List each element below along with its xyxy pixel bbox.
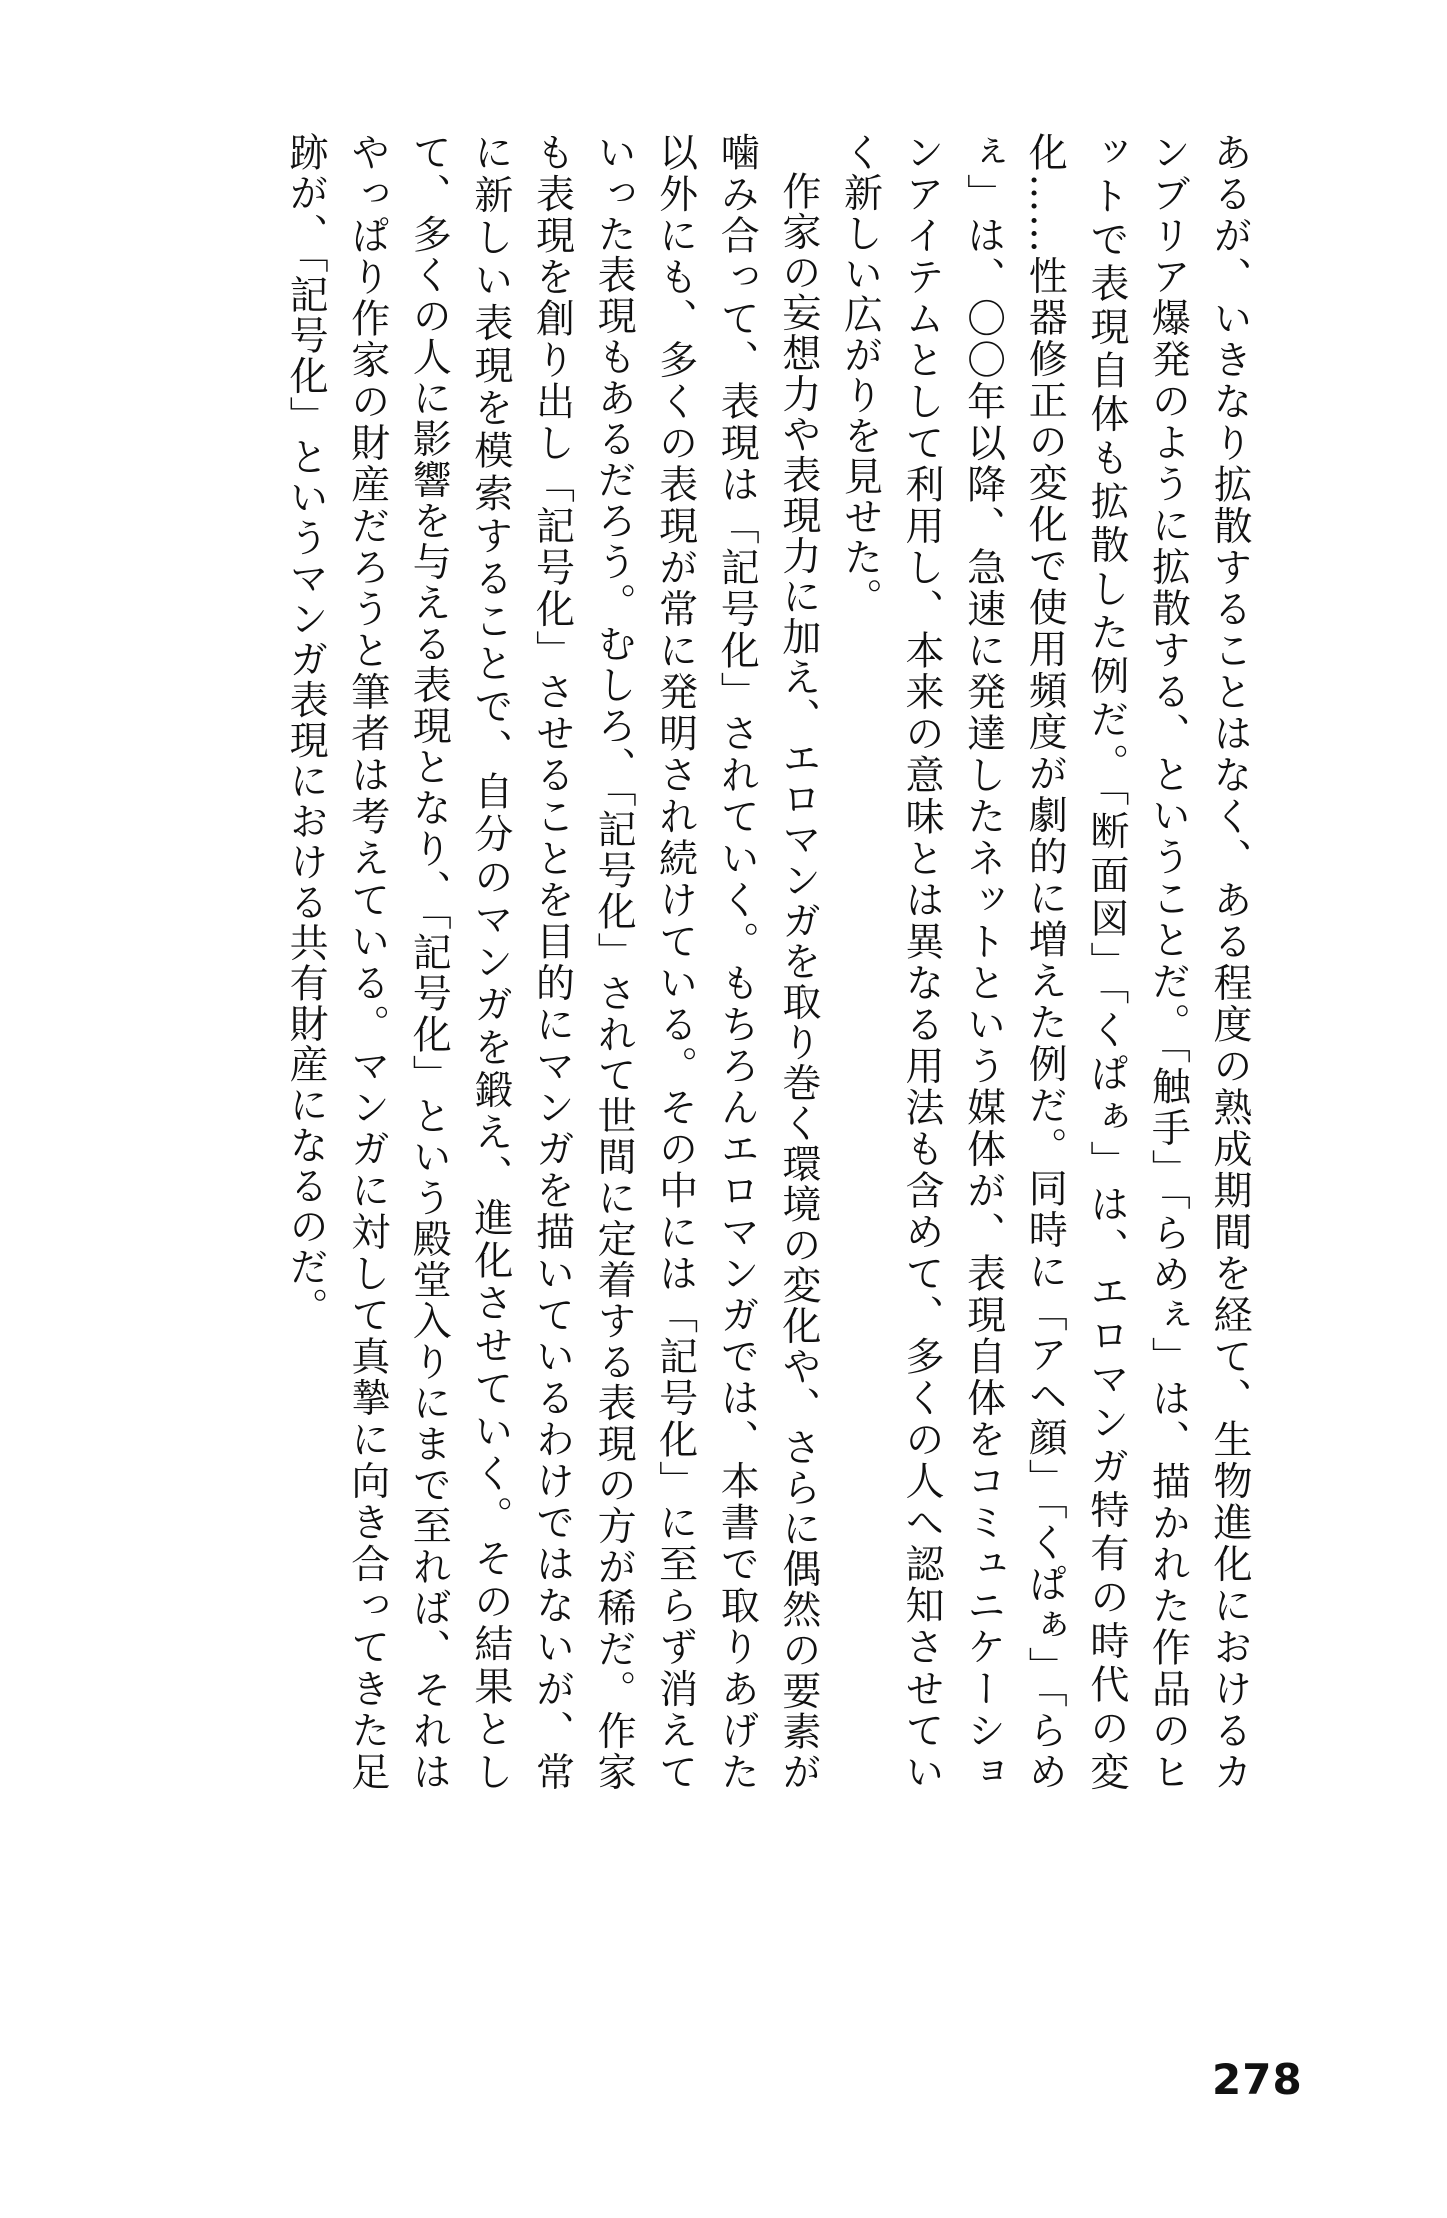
vertical-text-block	[283, 132, 1260, 1793]
paragraph-2: 作家の妄想力や表現力に加え、エロマンガを取り巻く環境の変化や、さらに偶然の要素が噛み合って、表現は「記号化」されていく。もちろんエロマンガでは、本書で取りあげた以外にも、多くの表現が常に発明され続けている。その中には「記号化」に至らず消えていった表現もあるだろう。むしろ、「記号化」されて世間に定着する表現の方が稀だ。作家も表現を創り出し「記号化」させることを目的にマンガを描いているわけではないが、常に新しい表現を模索することで、自分のマンガを鍛え、進化させていく。その結果として、多くの人に影響を与える表現となり、「記号化」という殿堂入りにまで至れば、それはやっぱり作家の財産だろうと筆者は考えている。マンガに対して真摯に向き合ってきた足跡が、「記号化」というマンガ表現における共有財産になるのだ。	[283, 132, 821, 1792]
paragraph-1-text: リア爆発のように拡散する、ということだ。「触手」「らめぇ」は、描かれた作品のヒットで表現自体も拡散した例だ。「断面図」「くぱぁ」は、エロマンガ特有の時代の変化……性器修正の変化で使用頻度が劇的に増えた例だ。同時に「アヘ顔」「くぱぁ」「らめぇ」は、〇〇年以降、急速に発達したネットという媒体が、表現自体をコミュニケーションアイテムとして利用し、本来の意味とは異なる用法も含めて、多くの人へ認知させていく新しい広がりを見せた。	[837, 132, 1191, 1793]
carryover-line: あるが、いきなり拡散することはなく、ある程度の熟成期間を経て、生物進化におけるカンブ	[1145, 132, 1252, 1792]
paragraph-carryover	[829, 132, 1260, 1792]
page-number: 278	[1212, 2055, 1303, 2104]
